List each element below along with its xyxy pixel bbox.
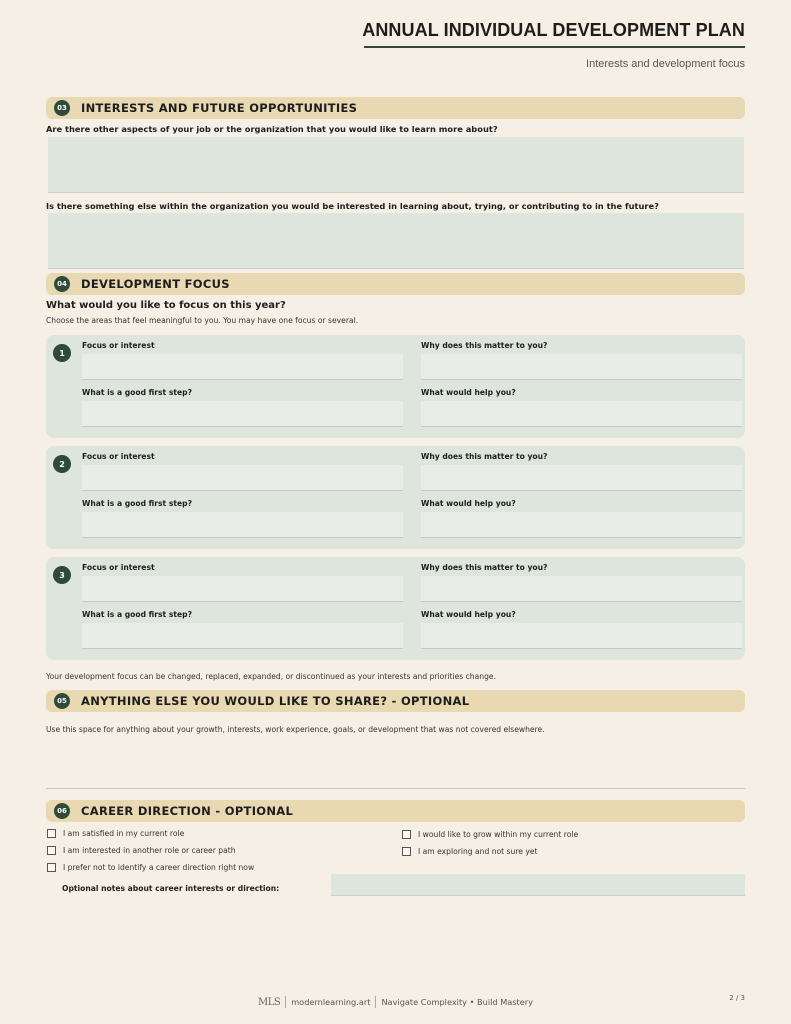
focus-card-1 [46,335,745,438]
first-step-label: What is a good first step? [82,610,192,619]
checkbox[interactable] [47,829,56,838]
section-03-header [46,97,745,119]
focus-field[interactable] [82,465,403,491]
option-label: I am satisfied in my current role [63,829,185,838]
footer [0,996,791,1008]
question-future-interest-label: Is there something else within the organization you would be interested in learning about, trying, or contributing to in the future? [46,201,659,211]
card-number-badge: 2 [53,455,71,473]
why-field[interactable] [421,576,742,602]
why-label: Why does this matter to you? [421,341,548,350]
option-label: I would like to grow within my current role [418,830,579,839]
option-grow-current-role[interactable] [402,830,578,839]
title-divider [364,46,745,48]
checkbox[interactable] [47,846,56,855]
document-subtitle: Interests and development focus [586,58,745,70]
section-number-badge: 04 [54,276,70,292]
focus-card-3 [46,557,745,660]
first-step-field[interactable] [82,623,403,649]
brand-logo: MLS [257,996,281,1008]
card-number-badge: 1 [53,344,71,362]
option-label: I am interested in another role or career path [63,846,236,855]
checkbox[interactable] [402,830,411,839]
footer-tagline: Navigate Complexity • Build Mastery [381,997,534,1007]
section-number-badge: 06 [54,803,70,819]
share-answer-line[interactable] [46,788,745,789]
why-field[interactable] [421,465,742,491]
help-label: What would help you? [421,610,516,619]
option-another-role[interactable] [47,846,236,855]
career-notes-field[interactable] [331,874,745,896]
section-title: ANYTHING ELSE YOU WOULD LIKE TO SHARE? - OPTIONAL [81,694,470,708]
help-field[interactable] [421,401,742,427]
help-field[interactable] [421,512,742,538]
option-satisfied-current-role[interactable] [47,829,184,838]
focus-change-note: Your development focus can be changed, replaced, expanded, or discontinued as your interests and priorities change. [46,672,496,681]
first-step-label: What is a good first step? [82,499,192,508]
page-number: 2 / 3 [729,994,745,1002]
option-prefer-not-identify[interactable] [47,863,254,872]
card-number-badge: 3 [53,566,71,584]
career-notes-label: Optional notes about career interests or direction: [62,884,280,893]
why-field[interactable] [421,354,742,380]
section-title: DEVELOPMENT FOCUS [81,277,230,291]
section-title: CAREER DIRECTION - OPTIONAL [81,804,294,818]
footer-site: modernlearning.art [291,997,371,1007]
section-04-header [46,273,745,295]
focus-field[interactable] [82,576,403,602]
share-instructions: Use this space for anything about your growth, interests, work experience, goals, or development that was not covered elsewhere. [46,725,545,734]
help-field[interactable] [421,623,742,649]
option-exploring[interactable] [402,847,538,856]
checkbox[interactable] [402,847,411,856]
checkbox[interactable] [47,863,56,872]
why-label: Why does this matter to you? [421,452,548,461]
focus-label: Focus or interest [82,452,155,461]
option-label: I prefer not to identify a career direction right now [63,863,255,872]
section-06-header [46,800,745,822]
question-learn-more-label: Are there other aspects of your job or the organization that you would like to learn more about? [46,124,498,134]
focus-field[interactable] [82,354,403,380]
learn-more-answer-field[interactable] [48,137,744,193]
document-title: ANNUAL INDIVIDUAL DEVELOPMENT PLAN [362,20,745,40]
footer-divider [285,996,286,1008]
option-label: I am exploring and not sure yet [418,847,538,856]
focus-label: Focus or interest [82,563,155,572]
footer-divider [375,996,376,1008]
section-title: INTERESTS AND FUTURE OPPORTUNITIES [81,101,358,115]
section-number-badge: 05 [54,693,70,709]
first-step-field[interactable] [82,401,403,427]
first-step-field[interactable] [82,512,403,538]
why-label: Why does this matter to you? [421,563,548,572]
focus-question-heading: What would you like to focus on this year? [46,300,286,311]
focus-label: Focus or interest [82,341,155,350]
help-label: What would help you? [421,388,516,397]
section-05-header [46,690,745,712]
focus-card-2 [46,446,745,549]
future-interest-answer-field[interactable] [48,213,744,269]
focus-instructions: Choose the areas that feel meaningful to you. You may have one focus or several. [46,316,359,325]
help-label: What would help you? [421,499,516,508]
section-number-badge: 03 [54,100,70,116]
first-step-label: What is a good first step? [82,388,192,397]
